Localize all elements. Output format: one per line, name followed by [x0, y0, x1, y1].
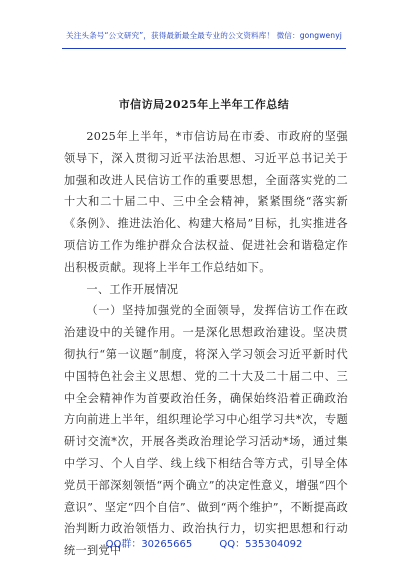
footer-qq-group: QQ群：30265665: [105, 539, 193, 550]
document-body: [64, 126, 348, 562]
document-title: 市信访局2025年上半年工作总结: [118, 98, 290, 111]
footer-contact: [0, 535, 408, 550]
header-notice: 关注头条号“公文研究”，获得最新最全最专业的公文资料库！ 微信：gongwenyj: [66, 31, 342, 40]
body-paragraph: （一）坚持加强党的全面领导，发挥信访工作在政治建设中的关键作用。一是深化思想政治建设。坚决贯彻执行“第一议题”制度，将深入学习领会习近平新时代中国特色社会主义思想、党的二十大及二十届二中、三中全会精神作为首要政治任务，确保始终沿着正确政治方向前进上半年，组织理论学习中心组学习共*次，专题研讨交流*次，开展各类政治理论学习活动*场，通过集中学习、个人自学、线上线下相结合等方式，引导全体党员干部深刻领悟“两个确立”的决定性意义，增强“四个意识”、坚定“四个自信”、做到“两个维护”，不断提高政治判断力政治领悟力、政治执行力，切实把思想和行动统一到党中: [64, 304, 348, 558]
header-divider: [62, 48, 346, 49]
intro-paragraph: 2025年上半年，*市信访局在市委、市政府的坚强领导下，深入贯彻习近平法治思想、习近平总书记关于加强和改进人民信访工作的重要思想，全面落实党的二十大和二十届二中、三中全会精神，紧紧围绕“落实新《条例》、推进法治化、构建大格局”目标，扎实推进各项信访工作为维护群众合法权益、促进社会和谐稳定作出积极贡献。现将上半年工作总结如下。: [64, 130, 348, 274]
footer-qq: QQ：535304092: [219, 539, 303, 550]
section-heading: 一、工作开展情况: [86, 282, 179, 296]
